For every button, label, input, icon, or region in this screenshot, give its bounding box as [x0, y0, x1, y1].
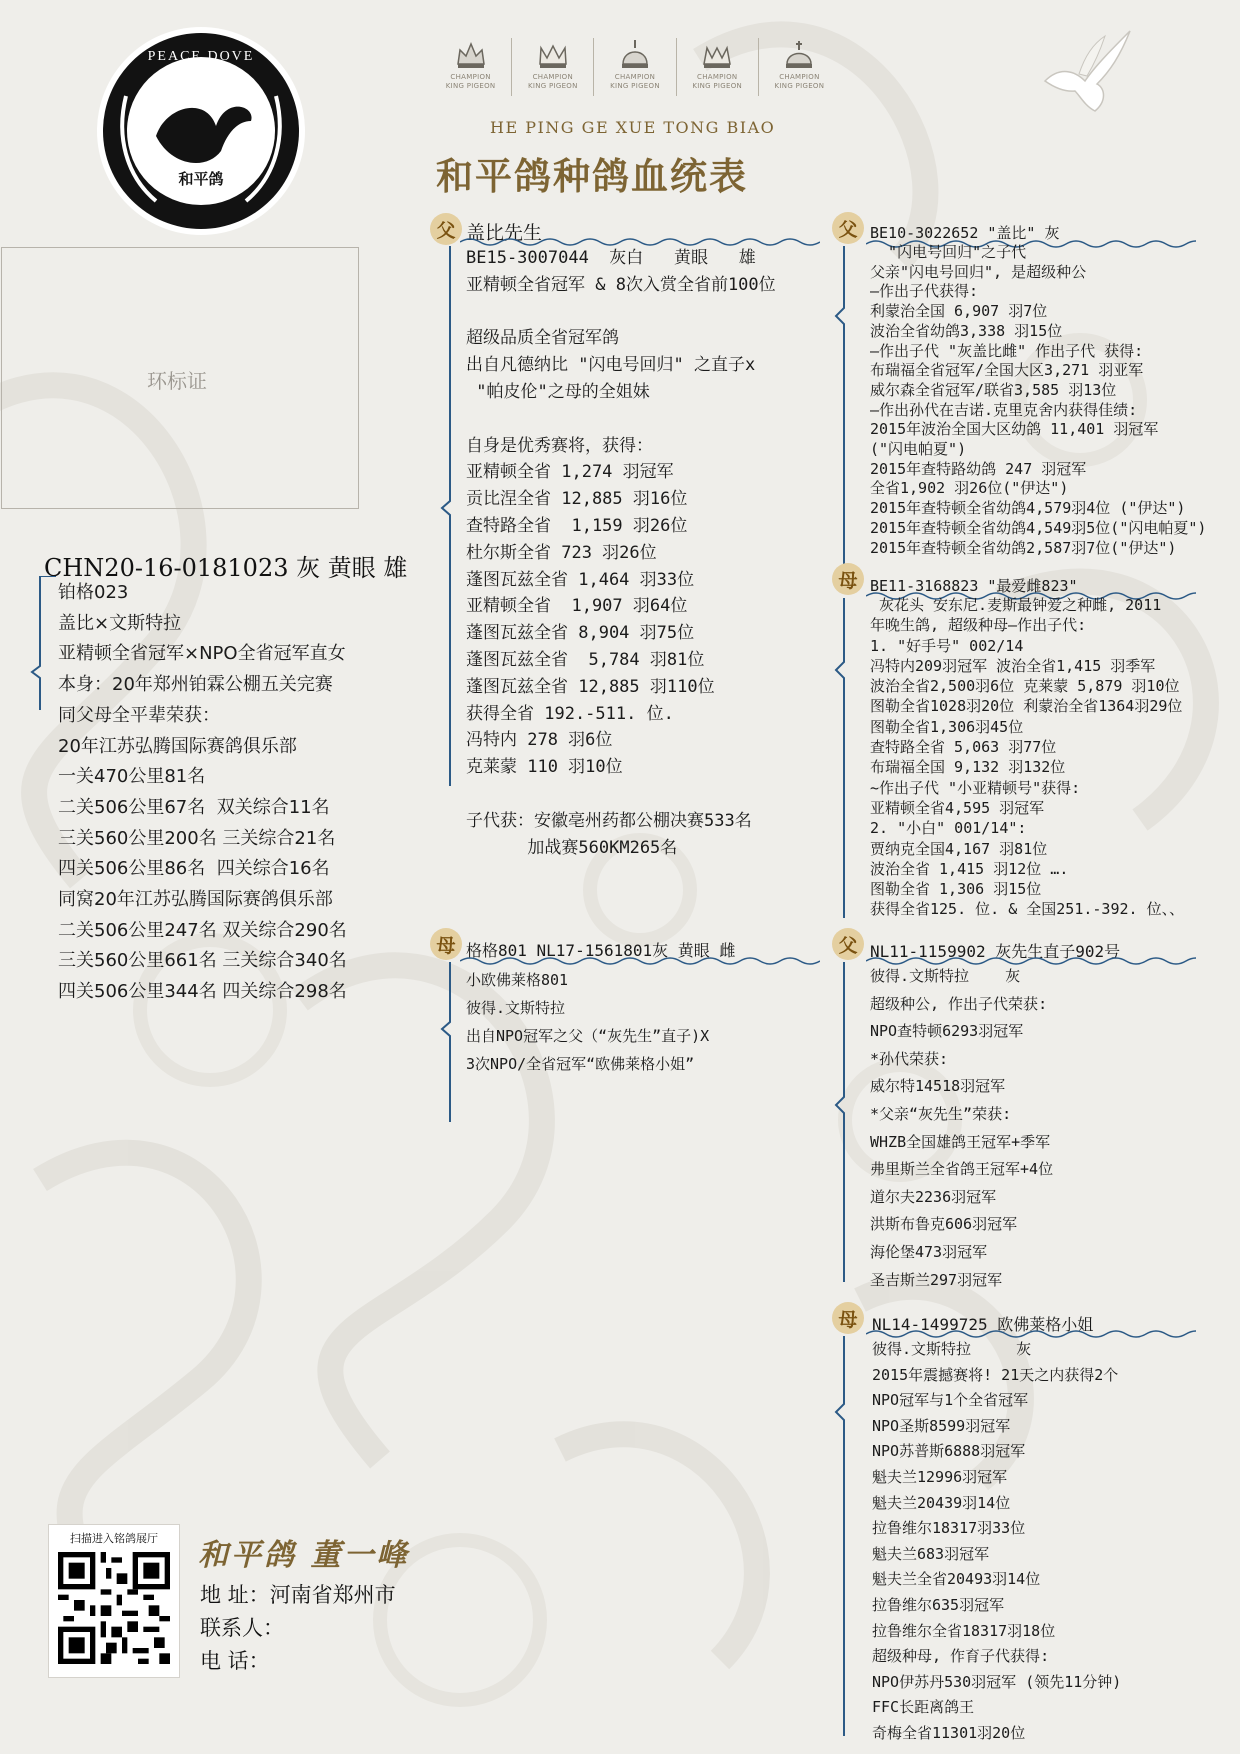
crown-icon — [782, 38, 816, 72]
detail-line: 彼得.文斯特拉 灰 — [870, 967, 1021, 985]
detail-line: 波治全省 1,415 羽12位 …. — [870, 859, 1069, 878]
dam-name: 格格801 NL17-1561801灰 黄眼 雌 — [466, 941, 736, 960]
detail-line: 2015年查特顿全省幼鸽4,549羽5位("闪电帕夏") — [870, 518, 1207, 537]
detail-line: 弗里斯兰全省鸽王冠军+4位 — [870, 1160, 1054, 1179]
crown-item — [594, 38, 676, 96]
sire-badge: 父 — [430, 213, 462, 245]
address-label: 地 址： — [200, 1583, 270, 1607]
dam-dam-badge: 母 — [832, 1302, 864, 1334]
detail-line: BE15-3007044 灰白 黄眼 雄 — [466, 248, 756, 268]
detail-line: 图勒全省 1,306 羽15位 — [870, 880, 1042, 899]
detail-line: 子代获：安徽亳州药都公棚决赛533名 — [466, 810, 752, 831]
peace-dove-logo — [96, 26, 306, 236]
crown-caption: CHAMPION — [614, 73, 656, 81]
detail-line: 贾纳克全国4,167 羽81位 — [870, 839, 1048, 858]
contact-block — [200, 1579, 396, 1678]
sire-sire-badge: 父 — [832, 212, 864, 244]
dam-badge: 母 — [430, 928, 462, 960]
detail-line: 超级种母, 作育子代获得: — [872, 1647, 1050, 1666]
crown-caption: KING PIGEON — [445, 82, 496, 90]
detail-line: 亚精顿全省 1,274 羽冠军 — [466, 462, 674, 483]
detail-line: 同窝20年江苏弘腾国际赛鸽俱乐部 — [58, 889, 333, 911]
qr-code-card[interactable] — [48, 1524, 180, 1678]
self-details — [58, 578, 438, 1008]
detail-line: 自身是优秀赛将，获得： — [466, 435, 653, 456]
detail-line: 冯特内209羽冠军 波治全省1,415 羽季军 — [870, 656, 1156, 675]
detail-line: 小欧佛莱格801 — [466, 971, 569, 989]
detail-line: 2015年查特顿全省幼鸽4,579羽4位 ("伊达") — [870, 499, 1186, 518]
detail-line: 获得全省 192.-511. 位. — [466, 703, 674, 724]
detail-line: 年晚生鸽, 超级种母—作出子代: — [870, 616, 1087, 635]
detail-line: 三关560公里200名 三关综合21名 — [58, 827, 336, 849]
detail-line: 魁夫兰12996羽冠军 — [872, 1467, 1008, 1486]
contact-row — [200, 1612, 396, 1645]
detail-line: 蓬图瓦兹全省 12,885 羽110位 — [466, 676, 715, 697]
sire-bracket — [440, 246, 464, 786]
address-row — [200, 1579, 396, 1612]
detail-line: 布瑞福全省冠军/全国大区3,271 羽亚军 — [870, 361, 1144, 380]
address-value: 河南省郑州市 — [269, 1583, 396, 1607]
detail-line: 图勒全省1028羽20位 利蒙治全省1364羽29位 — [870, 697, 1183, 716]
detail-line: 图勒全省1,306羽45位 — [870, 717, 1024, 736]
sire-sire-bracket — [834, 246, 856, 566]
detail-line: 二关506公里67名 双关综合11名 — [58, 796, 330, 818]
detail-line: 超级品质全省冠军鸽 — [466, 328, 619, 349]
detail-line: 布瑞福全国 9,132 羽132位 — [870, 758, 1066, 777]
crown-item — [512, 38, 594, 96]
detail-line — [466, 299, 826, 326]
sire-sire-ring: BE10-3022652 "盖比" 灰 — [870, 224, 1060, 242]
logo-text: PEACE DOVE — [147, 49, 255, 64]
detail-line: 20年江苏弘腾国际赛鸽俱乐部 — [58, 735, 297, 757]
detail-line: *孙代荣获: — [870, 1049, 949, 1068]
detail-line: 获得全省125. 位. & 全国251.-392. 位、、 — [870, 900, 1185, 919]
title-pinyin: HE PING GE XUE TONG BIAO — [490, 118, 776, 137]
detail-line: 三关560公里661名 三关综合340名 — [58, 950, 347, 972]
detail-line: 亚精顿全省冠军×NPO全省冠军直女 — [58, 643, 346, 665]
detail-line: 魁夫兰683羽冠军 — [872, 1544, 990, 1563]
sire-dam-badge: 母 — [832, 563, 864, 595]
crown-item — [430, 38, 512, 96]
crown-caption: KING PIGEON — [692, 82, 743, 90]
detail-line: 本身：20年郑州铂霖公棚五关完赛 — [58, 674, 333, 696]
detail-line: 亚精顿全省冠军 & 8次入赏全省前100位 — [466, 274, 776, 295]
qr-caption: 扫描进入铭鸽展厅 — [70, 1532, 158, 1545]
detail-line: 亚精顿全省 1,907 羽64位 — [466, 596, 688, 617]
detail-line: NPO苏普斯6888羽冠军 — [872, 1442, 1026, 1461]
detail-line: 魁夫兰20439羽14位 — [872, 1493, 1011, 1512]
detail-line: 圣吉斯兰297羽冠军 — [870, 1270, 1003, 1289]
sire-sire-details — [870, 243, 1236, 558]
detail-line: NPO伊苏丹530羽冠军 (领先11分钟) — [872, 1672, 1122, 1691]
detail-line: 杜尔斯全省 723 羽26位 — [466, 542, 657, 563]
detail-line: 超级种公, 作出子代荣获: — [870, 994, 1048, 1013]
crown-icon — [618, 38, 652, 72]
detail-line: 查特路全省 5,063 羽77位 — [870, 738, 1057, 757]
ring-certificate-box — [1, 247, 359, 509]
crown-icon — [536, 38, 570, 72]
sire-dam-bracket — [834, 598, 856, 918]
dam-sire-details — [870, 963, 1210, 1294]
detail-line: 1. "好手号" 002/14 — [870, 636, 1024, 655]
detail-line: 亚精顿全省4,595 羽冠军 — [870, 798, 1045, 817]
detail-line: 3次NPO/全省冠军“欧佛莱格小姐” — [466, 1055, 695, 1073]
detail-line — [466, 781, 826, 808]
detail-line: 2015年震撼赛将! 21天之内获得2个 — [872, 1365, 1119, 1384]
detail-line: 出自NPO冠军之父（“灰先生”直子)X — [466, 1027, 710, 1045]
dam-sire-bracket — [834, 962, 856, 1282]
detail-line: ~作出子代 "小亚精顿号"获得: — [870, 778, 1081, 797]
detail-line: *父亲“灰先生”荣获: — [870, 1104, 1012, 1123]
detail-line: 查特路全省 1,159 羽26位 — [466, 515, 688, 536]
dam-dam-ring: NL14-1499725 欧佛莱格小姐 — [872, 1315, 1094, 1334]
detail-line: "帕皮伦"之母的全姐妹 — [466, 381, 650, 402]
detail-line: 拉鲁维尔18317羽33位 — [872, 1519, 1026, 1538]
detail-line: 拉鲁维尔全省18317羽18位 — [872, 1621, 1056, 1640]
crown-caption: KING PIGEON — [774, 82, 825, 90]
detail-line: 利蒙治全国 6,907 羽7位 — [870, 302, 1048, 321]
crown-caption: CHAMPION — [779, 73, 820, 81]
detail-line: NPO冠军与1个全省冠军 — [872, 1391, 1029, 1410]
logo-cn-text: 和平鸽 — [178, 170, 224, 188]
detail-line: 出自凡德纳比 "闪电号回归" 之直子x — [466, 355, 756, 376]
dam-details — [466, 966, 806, 1078]
detail-line: 蓬图瓦兹全省 1,464 羽33位 — [466, 569, 695, 590]
crown-caption: KING PIGEON — [610, 82, 660, 90]
detail-line: FFC长距离鸽王 — [872, 1698, 975, 1717]
detail-line: 彼得.文斯特拉 灰 — [872, 1340, 1032, 1358]
detail-line: 道尔夫2236羽冠军 — [870, 1187, 997, 1206]
detail-line: 铂格023 — [58, 582, 129, 603]
detail-line: 全省1,902 羽26位("伊达") — [870, 479, 1069, 498]
dam-bracket — [440, 962, 464, 1122]
pigeon-ring-title: CHN20-16-0181023 灰 黄眼 雄 — [44, 554, 408, 582]
crown-icon — [454, 38, 488, 72]
sire-name: 盖比先生 — [466, 222, 543, 244]
detail-line: 蓬图瓦兹全省 5,784 羽81位 — [466, 649, 705, 670]
detail-line: 二关506公里247名 双关综合290名 — [58, 919, 347, 941]
detail-line: 克莱蒙 110 羽10位 — [466, 757, 623, 778]
crown-caption: CHAMPION — [697, 73, 738, 81]
detail-line: 彼得.文斯特拉 — [466, 999, 566, 1017]
detail-line: 波治全省2,500羽6位 克莱蒙 5,879 羽10位 — [870, 677, 1180, 696]
detail-line: 2015年查特顿全省幼鸽2,587羽7位("伊达") — [870, 538, 1177, 557]
detail-line: —作出子代获得: — [870, 282, 979, 301]
detail-line: 同父母全平辈荣获： — [58, 704, 220, 726]
crown-item — [677, 38, 759, 96]
self-bracket — [28, 576, 58, 996]
dam-sire-ring: NL11-1159902 灰先生直子902号 — [870, 942, 1121, 961]
contact-label: 联系人： — [200, 1616, 284, 1640]
detail-line: 四关506公里86名 四关综合16名 — [58, 858, 330, 880]
detail-line: 加战赛560KM265名 — [466, 837, 678, 858]
detail-line: "闪电号回归"之子代 — [870, 243, 1027, 261]
detail-line: 奇梅全省11301羽20位 — [872, 1723, 1026, 1742]
detail-line: 父亲"闪电号回归", 是超级种公 — [870, 262, 1087, 281]
detail-line: WHZB全国雄鸽王冠军+季军 — [870, 1132, 1051, 1151]
crown-caption: KING PIGEON — [527, 82, 578, 90]
detail-line: 2015年查特路幼鸽 247 羽冠军 — [870, 459, 1087, 478]
page-title: 和平鸽种鸽血统表 — [436, 154, 748, 198]
crown-icon — [700, 38, 734, 72]
signature: 和平鸽 董一峰 — [198, 1538, 410, 1573]
crown-caption: CHAMPION — [450, 73, 491, 81]
sire-dam-ring: BE11-3168823 "最爱雌823" — [870, 577, 1078, 595]
dam-sire-badge: 父 — [832, 928, 864, 960]
detail-line: NPO圣斯8599羽冠军 — [872, 1416, 1011, 1435]
detail-line: NPO查特顿6293羽冠军 — [870, 1022, 1024, 1041]
detail-line: 盖比×文斯特拉 — [58, 612, 182, 634]
detail-line: 威尔特14518羽冠军 — [870, 1077, 1006, 1096]
detail-line: —作出孙代在吉诺.克里克舍内获得佳绩: — [870, 400, 1138, 419]
detail-line: 波治全省幼鸽3,338 羽15位 — [870, 321, 1063, 340]
ring-certificate-label: 环标证 — [147, 369, 207, 393]
detail-line: 拉鲁维尔635羽冠军 — [872, 1595, 1005, 1614]
detail-line: ("闪电帕夏") — [870, 440, 967, 459]
detail-line: 蓬图瓦兹全省 8,904 羽75位 — [466, 623, 695, 644]
detail-line: 魁夫兰全省20493羽14位 — [872, 1570, 1041, 1589]
crown-row — [430, 38, 840, 96]
detail-line: 海伦堡473羽冠军 — [870, 1242, 988, 1261]
detail-line: 一关470公里81名 — [58, 766, 206, 788]
detail-line: 洪斯布鲁克606羽冠军 — [870, 1215, 1018, 1234]
sire-details — [466, 245, 826, 861]
detail-line — [466, 406, 826, 433]
detail-line: 2015年波治全国大区幼鸽 11,401 羽冠军 — [870, 420, 1159, 439]
crown-caption: CHAMPION — [532, 73, 574, 81]
crown-item — [759, 38, 840, 96]
dam-dam-details — [872, 1337, 1212, 1747]
detail-line: 威尔森全省冠军/联省3,585 羽13位 — [870, 380, 1117, 399]
detail-line: 贡比涅全省 12,885 羽16位 — [466, 489, 688, 510]
phone-row — [200, 1645, 396, 1678]
dam-dam-bracket — [834, 1336, 856, 1736]
qr-code-icon — [58, 1552, 170, 1664]
detail-line: 灰花头 安东尼.麦斯最钟爱之种雌, 2011 — [870, 596, 1162, 614]
detail-line: 2. "小白" 001/14": — [870, 819, 1027, 838]
dove-icon — [1035, 26, 1135, 126]
detail-line: 四关506公里344名 四关综合298名 — [58, 981, 347, 1003]
detail-line: —作出子代 "灰盖比雌" 作出子代 获得: — [870, 341, 1144, 360]
detail-line: 冯特内 278 羽6位 — [466, 730, 613, 751]
phone-label: 电 话： — [200, 1649, 270, 1673]
sire-dam-details — [870, 595, 1236, 920]
